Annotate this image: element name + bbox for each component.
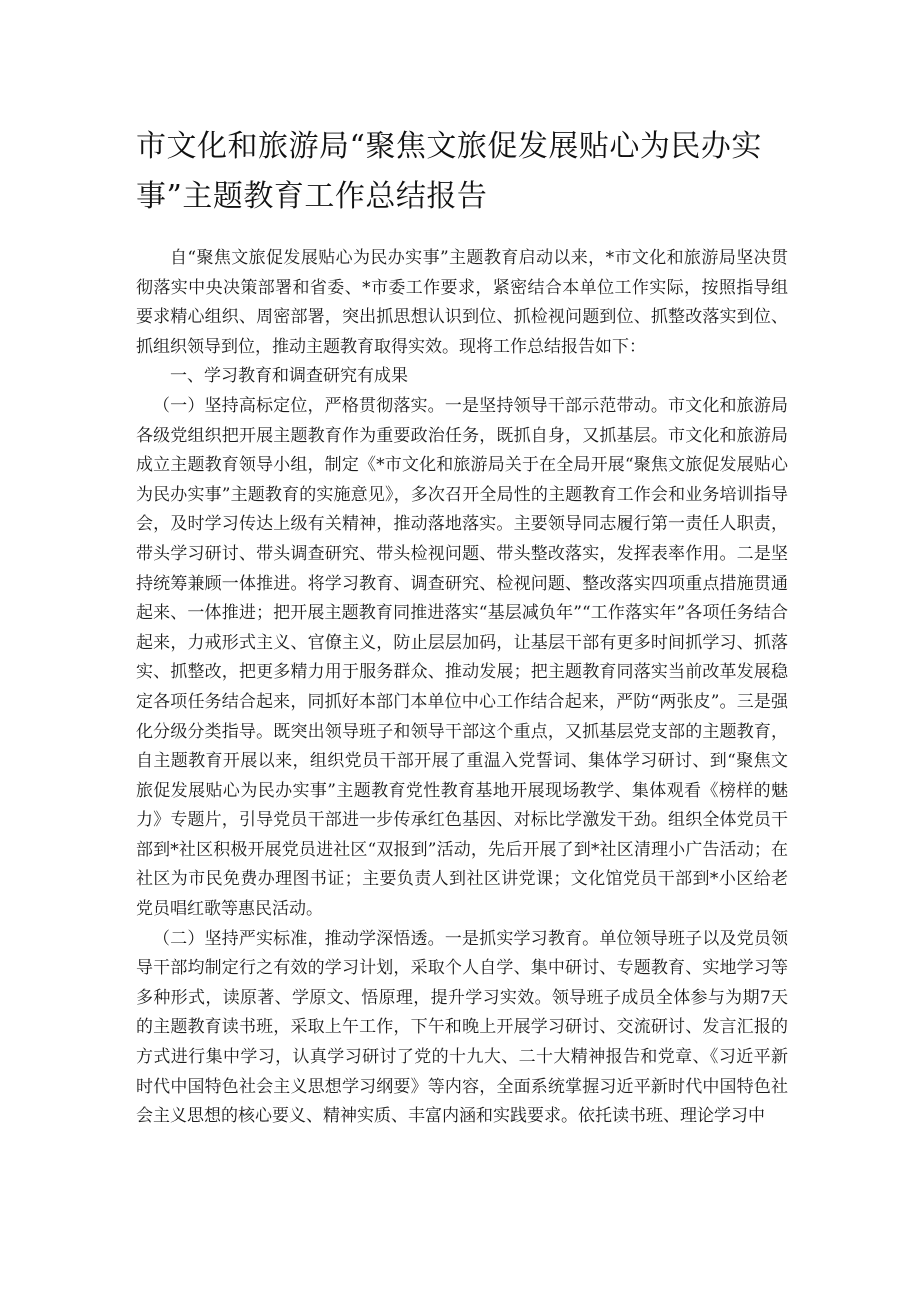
paragraph-2: （二）坚持严实标准，推动学深悟透。一是抓实学习教育。单位领导班子以及党员领导干部均制定行之有效的学习计划，采取个人自学、集中研讨、专题教育、实地学习等多种形式，读原著、学原文、悟原理，提升学习实效。领导班子成员全体参与为期7天的主题教育读书班，采取上午工作，下午和晚上开展学习研讨、交流研讨、发言汇报的方式进行集中学习，认真学习研讨了党的十九大、二十大精神报告和党章、《习近平新时代中国特色社会主义思想学习纲要》等内容，全面系统掌握习近平新时代中国特色社会主义思想的核心要义、精神实质、丰富内涵和实践要求。依托读书班、理论学习中: [136, 928, 788, 1127]
paragraph-1: （一）坚持高标定位，严格贯彻落实。一是坚持领导干部示范带动。市文化和旅游局各级党组织把开展主题教育作为重要政治任务，既抓自身，又抓基层。市文化和旅游局成立主题教育领导小组，制定《*市文化和旅游局关于在全局开展“聚焦文旅促发展贴心为民办实事”主题教育的实施意见》，多次召开全局性的主题教育工作会和业务培训指导会，及时学习传达上级有关精神，推动落地落实。主要领导同志履行第一责任人职责，带头学习研讨、带头调查研究、带头检视问题、带头整改落实，发挥表率作用。二是坚持统筹兼顾一体推进。将学习教育、调查研究、检视问题、整改落实四项重点措施贯通起来、一体推进；把开展主题教育同推进落实“基层减负年”“工作落实年”各项任务结合起来，力戒形式主义、官僚主义，防止层层加码，让基层干部有更多时间抓学习、抓落实、抓整改，把更多精力用于服务群众、推动发展；把主题教育同落实当前改革发展稳定各项任务结合起来，同抓好本部门本单位中心工作结合起来，严防“两张皮”。三是强化分级分类指导。既突出领导班子和领导干部这个重点，又抓基层党支部的主题教育，自主题教育开展以来，组织党员干部开展了重温入党誓词、集体学习研讨、到“聚焦文旅促发展贴心为民办实事”主题教育党性教育基地开展现场教学、集体观看《榜样的魅力》专题片，引导党员干部进一步传承红色基因、对标比学激发干劲。组织全体党员干部到*社区积极开展党员进社区“双报到”活动，先后开展了到*社区清理小广告活动；在社区为市民免费办理图书证；主要负责人到社区讲党课；文化馆党员干部到*小区给老党员唱红歌等惠民活动。: [136, 395, 788, 920]
intro-paragraph: 自“聚焦文旅促发展贴心为民办实事”主题教育启动以来，*市文化和旅游局坚决贯彻落实中央决策部署和省委、*市委工作要求，紧密结合本单位工作实际，按照指导组要求精心组织、周密部署，突出抓思想认识到位、抓检视问题到位、抓整改落实到位、抓组织领导到位，推动主题教育取得实效。现将工作总结报告如下：: [136, 248, 788, 357]
document-title: 市文化和旅游局“聚焦文旅促发展贴心为民办实事”主题教育工作总结报告: [136, 129, 762, 214]
section-heading-1: 一、学习教育和调查研究有成果: [170, 366, 408, 387]
